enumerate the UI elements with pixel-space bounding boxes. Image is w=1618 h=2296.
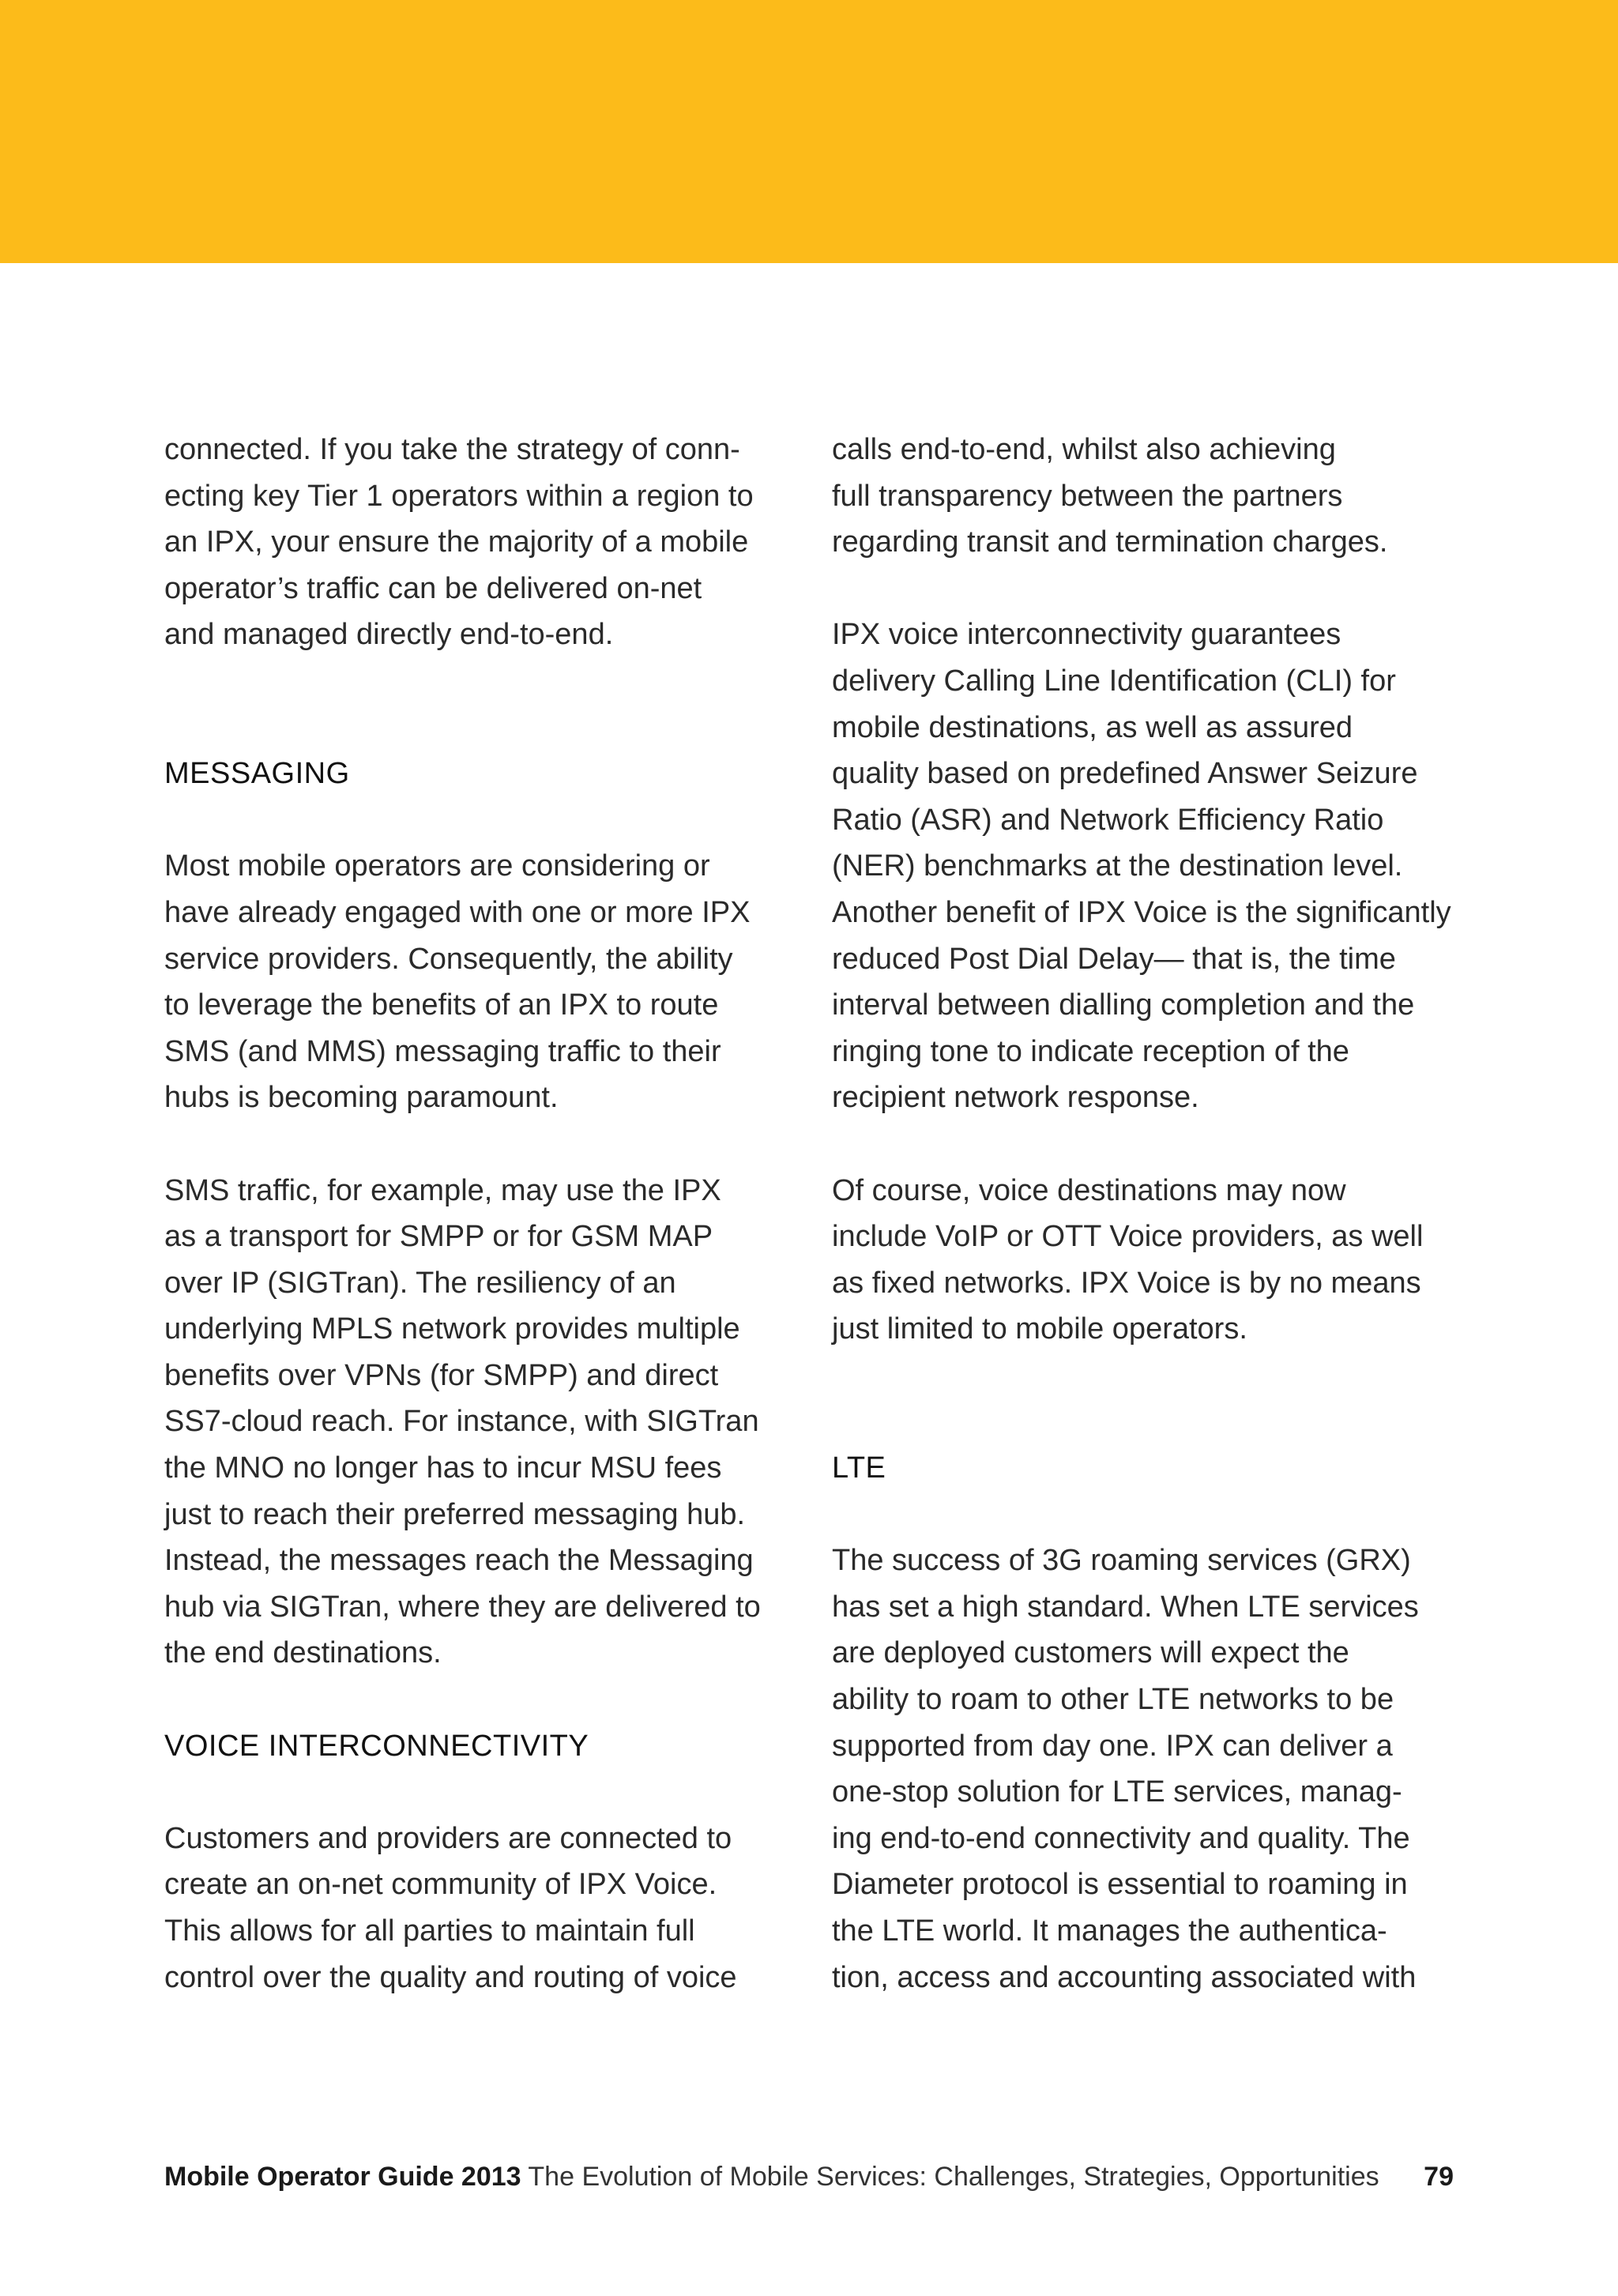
text-line: The success of 3G roaming services (GRX) [832,1544,1411,1578]
text-line: quality based on predefined Answer Seizure [832,757,1418,791]
text-line: as fixed networks. IPX Voice is by no means [832,1266,1421,1300]
text-line: Another benefit of IPX Voice is the significantly [832,895,1451,929]
text-line: supported from day one. IPX can deliver a [832,1729,1393,1763]
text-line: benefits over VPNs (for SMPP) and direct [164,1358,719,1392]
text-line: has set a high standard. When LTE services [832,1590,1419,1624]
paragraph-lte [832,1538,1456,2001]
text-line: have already engaged with one or more IPX [164,895,751,929]
text-line: connected. If you take the strategy of conn- [164,433,740,466]
paragraph-intro [164,427,796,658]
text-line: Diameter protocol is essential to roaming in [832,1868,1408,1902]
paragraph-messaging [164,843,796,1121]
text-line: recipient network response. [832,1081,1199,1115]
text-line: ringing tone to indicate reception of the [832,1034,1349,1068]
text-line: and managed directly end-to-end. [164,618,614,652]
text-line: delivery Calling Line Identification (CLI) for [832,664,1396,698]
text-line: ecting key Tier 1 operators within a region to [164,479,754,513]
text-line: just limited to mobile operators. [832,1312,1247,1346]
text-line: calls end-to-end, whilst also achieving [832,433,1336,466]
text-line: Customers and providers are connected to [164,1821,732,1855]
text-line: the LTE world. It manages the authentica- [832,1914,1387,1948]
text-line: interval between dialling completion and the [832,988,1415,1022]
footer-subtitle: The Evolution of Mobile Services: Challenges, Strategies, Opportunities [528,2162,1379,2192]
text-line: ing end-to-end connectivity and quality. The [832,1821,1410,1855]
paragraph-ipx-voice [832,612,1456,1121]
text-line: Ratio (ASR) and Network Efficiency Ratio [832,803,1384,837]
text-line: an IPX, your ensure the majority of a mobile [164,525,749,559]
footer-guide-title: Mobile Operator Guide 2013 [164,2162,521,2192]
text-line: (NER) benchmarks at the destination level. [832,849,1403,883]
text-line: one-stop solution for LTE services, manag- [832,1775,1402,1809]
text-line: the end destinations. [164,1636,442,1670]
text-line: regarding transit and termination charges. [832,525,1388,559]
text-line: just to reach their preferred messaging hub. [164,1497,746,1531]
text-line: as a transport for SMPP or for GSM MAP [164,1220,713,1254]
section-heading-messaging: MESSAGING [164,757,350,791]
text-line: Of course, voice destinations may now [832,1173,1346,1207]
paragraph-sms-traffic [164,1168,796,1677]
paragraph-voice-continued [832,427,1456,566]
header-color-band [0,0,1618,263]
text-line: include VoIP or OTT Voice providers, as well [832,1220,1424,1254]
text-line: ability to roam to other LTE networks to be [832,1683,1394,1717]
page-footer [164,2157,1454,2196]
text-line: reduced Post Dial Delay— that is, the time [832,942,1396,976]
text-line: over IP (SIGTran). The resiliency of an [164,1266,676,1300]
text-line: service providers. Consequently, the ability [164,942,733,976]
text-line: SMS (and MMS) messaging traffic to their [164,1034,721,1068]
text-line: create an on-net community of IPX Voice. [164,1868,717,1902]
text-line: hubs is becoming paramount. [164,1081,559,1115]
paragraph-voice-destinations [832,1168,1456,1353]
text-line: IPX voice interconnectivity guarantees [832,618,1341,652]
text-line: Instead, the messages reach the Messaging [164,1544,754,1578]
section-heading-voice-interconnectivity: VOICE INTERCONNECTIVITY [164,1729,589,1763]
text-line: operator’s traffic can be delivered on-net [164,571,702,605]
text-line: SMS traffic, for example, may use the IPX [164,1173,721,1207]
left-column [164,427,796,2001]
text-line: SS7-cloud reach. For instance, with SIGTran [164,1405,759,1439]
text-line: full transparency between the partners [832,479,1343,513]
text-line: tion, access and accounting associated with [832,1960,1417,1994]
text-line: underlying MPLS network provides multiple [164,1312,740,1346]
paragraph-voice [164,1816,796,2001]
text-line: are deployed customers will expect the [832,1636,1349,1670]
text-line: This allows for all parties to maintain full [164,1914,695,1948]
page-number: 79 [1424,2162,1454,2192]
text-line: hub via SIGTran, where they are delivered to [164,1590,761,1624]
section-heading-lte: LTE [832,1451,886,1485]
text-line: Most mobile operators are considering or [164,849,710,883]
text-line: the MNO no longer has to incur MSU fees [164,1451,722,1485]
text-line: mobile destinations, as well as assured [832,710,1353,744]
text-line: control over the quality and routing of voice [164,1960,737,1994]
right-column [832,427,1456,2001]
text-line: to leverage the benefits of an IPX to route [164,988,719,1022]
